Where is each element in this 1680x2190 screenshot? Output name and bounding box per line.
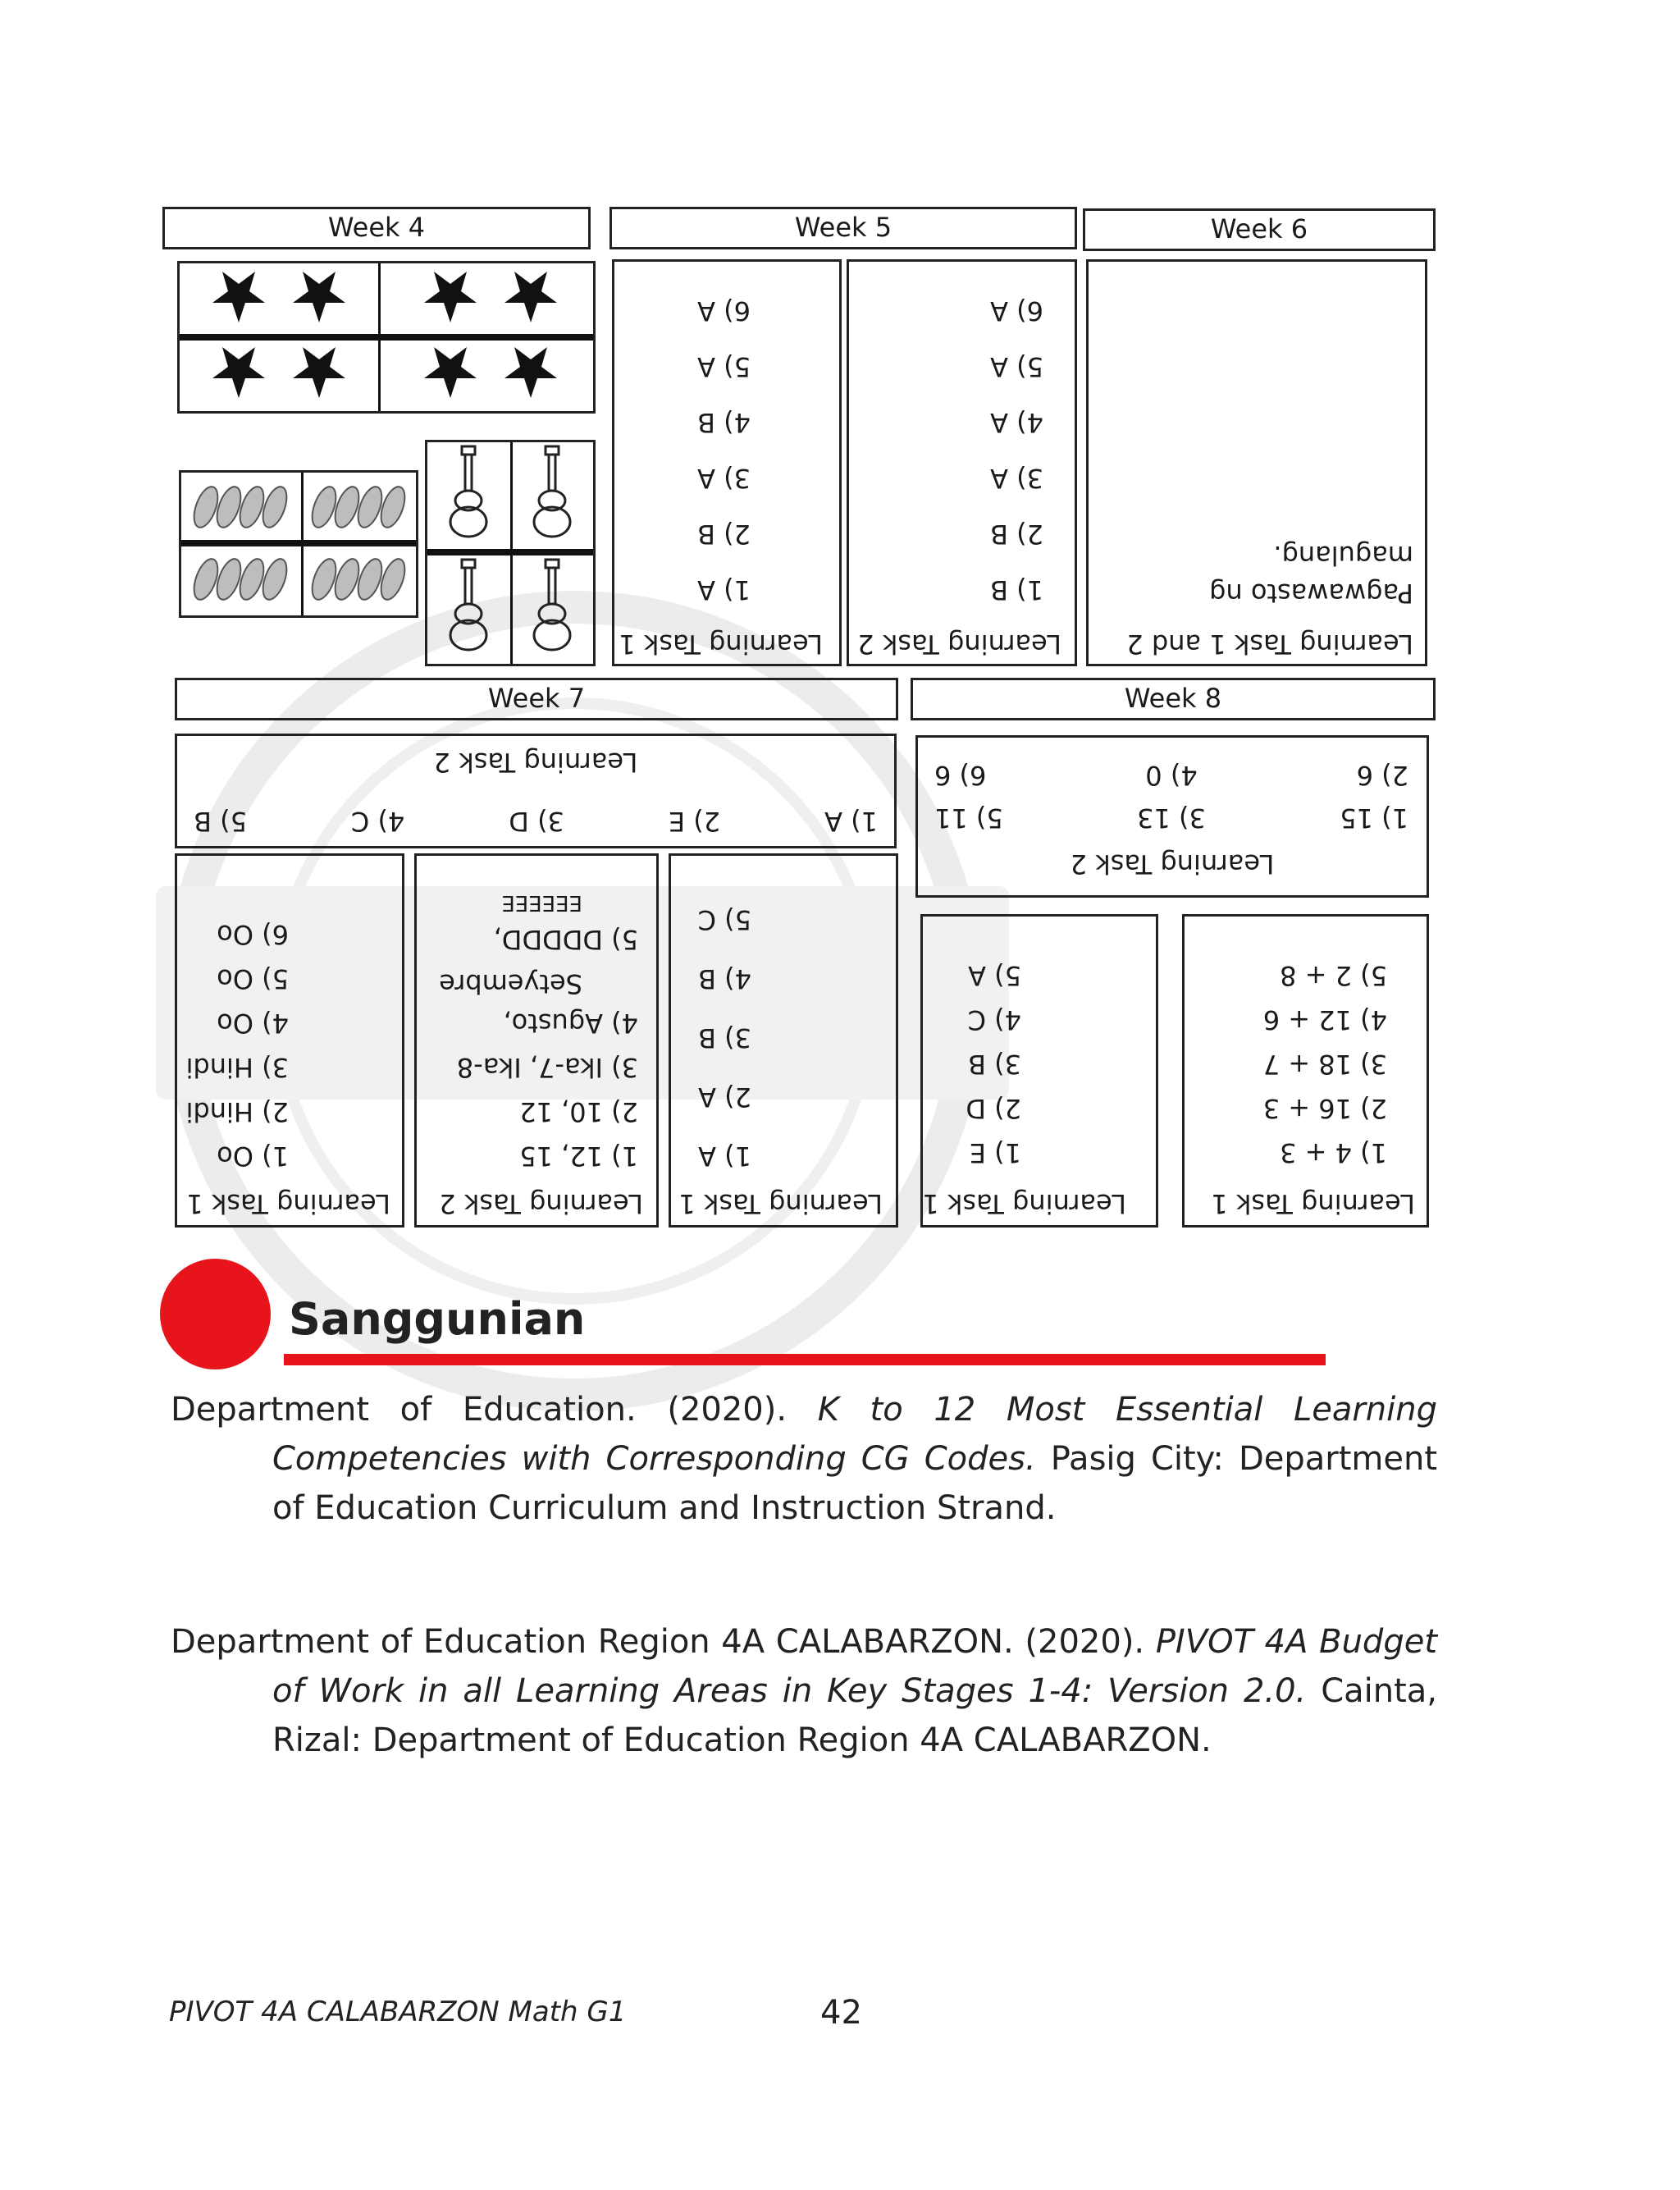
star-icon	[424, 347, 477, 398]
answer-item: 1) A	[824, 806, 878, 837]
star-icon	[504, 272, 557, 322]
reference-author: Department of Education. (2020).	[171, 1391, 788, 1429]
guitar-icon	[450, 446, 486, 537]
task-title: Learning Task 1	[678, 1188, 883, 1219]
week6-task-box	[1086, 259, 1427, 666]
answer-item: 4) C	[350, 806, 405, 837]
task-title: Learning Task 2	[1070, 848, 1275, 880]
answer-item: 5) B	[194, 806, 247, 837]
answer-item: 6) Oo	[217, 919, 289, 950]
answer-item: 2) D	[966, 1093, 1021, 1124]
answer-item: 3) 18 + 7	[1262, 1049, 1387, 1080]
answer-item: 3) A	[697, 463, 751, 494]
answer-item: 4) Agusto,	[503, 1008, 638, 1039]
answer-item: 6) 6	[934, 760, 987, 791]
guitar-icon	[534, 560, 570, 650]
answer-item: 4) 0	[1145, 760, 1198, 791]
answer-item: 2) E	[668, 806, 721, 837]
week-5-header: Week 5	[609, 207, 1077, 249]
answer-item: 4) 12 + 6	[1262, 1004, 1387, 1036]
answer-item: 1) A	[698, 1141, 751, 1172]
answer-item: 4) B	[697, 407, 751, 438]
section-underline	[284, 1354, 1326, 1365]
answer-item: 5) Oo	[217, 963, 289, 994]
task-title: Learning Task 1	[186, 1188, 390, 1219]
answer-item: 2) Hindi	[185, 1096, 289, 1127]
answer-item: Setyembre	[439, 968, 582, 999]
references-list	[171, 1385, 1437, 1765]
week6-note: magulang.	[1273, 540, 1413, 571]
task-title: Learning Task 1 and 2	[1126, 629, 1413, 660]
answer-item: 3) D	[509, 806, 564, 837]
week-4-header: Week 4	[162, 207, 591, 249]
week7-task2-wide-box	[175, 734, 897, 848]
answer-item: 2) A	[698, 1081, 751, 1113]
task-title: Learning Task 2	[433, 747, 638, 778]
reference-author: Department of Education Region 4A CALABARZON. (2020).	[171, 1623, 1145, 1661]
answer-item: 4) Oo	[217, 1008, 289, 1039]
answer-item: 3) B	[698, 1022, 751, 1054]
footer-title: PIVOT 4A CALABARZON Math G1	[169, 1996, 627, 2028]
task-title: Learning Task 1	[619, 629, 823, 660]
week5-task2-box	[847, 259, 1077, 666]
answer-item: 4) B	[698, 963, 751, 994]
week7-task2-box	[414, 853, 659, 1228]
week8-task1-sums-box	[1182, 914, 1429, 1228]
answer-item: 3) Ika-7, Ika-8	[456, 1052, 638, 1083]
answer-item: 1) Oo	[217, 1141, 289, 1172]
answer-item: 6) A	[697, 295, 751, 327]
star-icon	[212, 272, 265, 322]
leaf-groups-figure	[179, 470, 418, 618]
answer-item: 4) A	[990, 407, 1043, 438]
answer-item: 2) B	[990, 519, 1043, 550]
answer-item: 5) 11	[934, 802, 1003, 834]
answer-item: 4) C	[967, 1004, 1021, 1036]
reference-publisher: Cainta, Rizal: Department of Education Region 4A CALABARZON.	[272, 1672, 1438, 1759]
answer-item: 5) A	[990, 351, 1043, 382]
answer-item: 3) 13	[1137, 802, 1206, 834]
answer-item: 2) B	[697, 519, 751, 550]
answer-item: 5) A	[697, 351, 751, 382]
answer-item: EEEEEE	[501, 890, 582, 915]
page-number: 42	[820, 1994, 862, 2032]
answer-item: 3) B	[968, 1049, 1021, 1080]
task-title: Learning Task 2	[439, 1188, 643, 1219]
guitar-groups-figure	[425, 440, 596, 666]
star-icon	[293, 272, 345, 322]
answer-item: 6) A	[990, 295, 1043, 327]
answer-item: 1) 12, 15	[519, 1141, 638, 1172]
answer-item: 1) B	[990, 574, 1043, 606]
reference-publisher: Pasig City: Department of Education Curriculum and Instruction Strand.	[272, 1440, 1438, 1527]
week5-task1-box	[612, 259, 842, 666]
week-8-header: Week 8	[911, 678, 1436, 720]
reference-item	[171, 1385, 1437, 1533]
week7-task1-box	[669, 853, 898, 1228]
answer-item: 5) A	[968, 960, 1021, 991]
answer-item: 2) 10, 12	[519, 1096, 638, 1127]
task-title: Learning Task 1	[1211, 1188, 1415, 1219]
week7-task1b-box	[175, 853, 404, 1228]
reference-item	[171, 1617, 1437, 1765]
week-6-header: Week 6	[1083, 208, 1436, 251]
answer-item: 1) 15	[1340, 802, 1408, 834]
star-icon	[424, 272, 477, 322]
answer-item: 5) 2 + 8	[1280, 960, 1387, 991]
reference-title: K to 12 Most Essential Learning Competencies with Corresponding CG Codes.	[272, 1391, 1437, 1478]
answer-item: 3) Hindi	[185, 1052, 289, 1083]
star-groups-figure	[177, 261, 596, 414]
answer-item: 1) A	[697, 574, 751, 606]
week6-note: Pagwawasto ng	[1209, 578, 1413, 609]
answer-item: 2) 6	[1356, 760, 1408, 791]
task-title: Learning Task 1	[922, 1188, 1126, 1219]
guitar-icon	[534, 446, 570, 537]
task-title: Learning Task 2	[857, 629, 1061, 660]
star-icon	[212, 347, 265, 398]
week8-task2-wide-box	[915, 735, 1429, 898]
answer-item: 1) 4 + 3	[1280, 1137, 1387, 1168]
answer-item: 2) 16 + 3	[1262, 1093, 1387, 1124]
answer-item: 1) E	[969, 1137, 1021, 1168]
guitar-icon	[450, 560, 486, 650]
week-7-header: Week 7	[175, 678, 898, 720]
star-icon	[504, 347, 557, 398]
answer-item: 5) DDDDD,	[493, 924, 638, 955]
answer-item: 3) A	[990, 463, 1043, 494]
week8-task1-letters-box	[920, 914, 1158, 1228]
star-icon	[293, 347, 345, 398]
reference-title: PIVOT 4A Budget of Work in all Learning Areas in Key Stages 1-4: Version 2.0.	[272, 1623, 1438, 1710]
answer-item: 5) C	[697, 904, 751, 935]
section-red-dot	[160, 1259, 271, 1369]
section-title: Sanggunian	[289, 1293, 586, 1345]
